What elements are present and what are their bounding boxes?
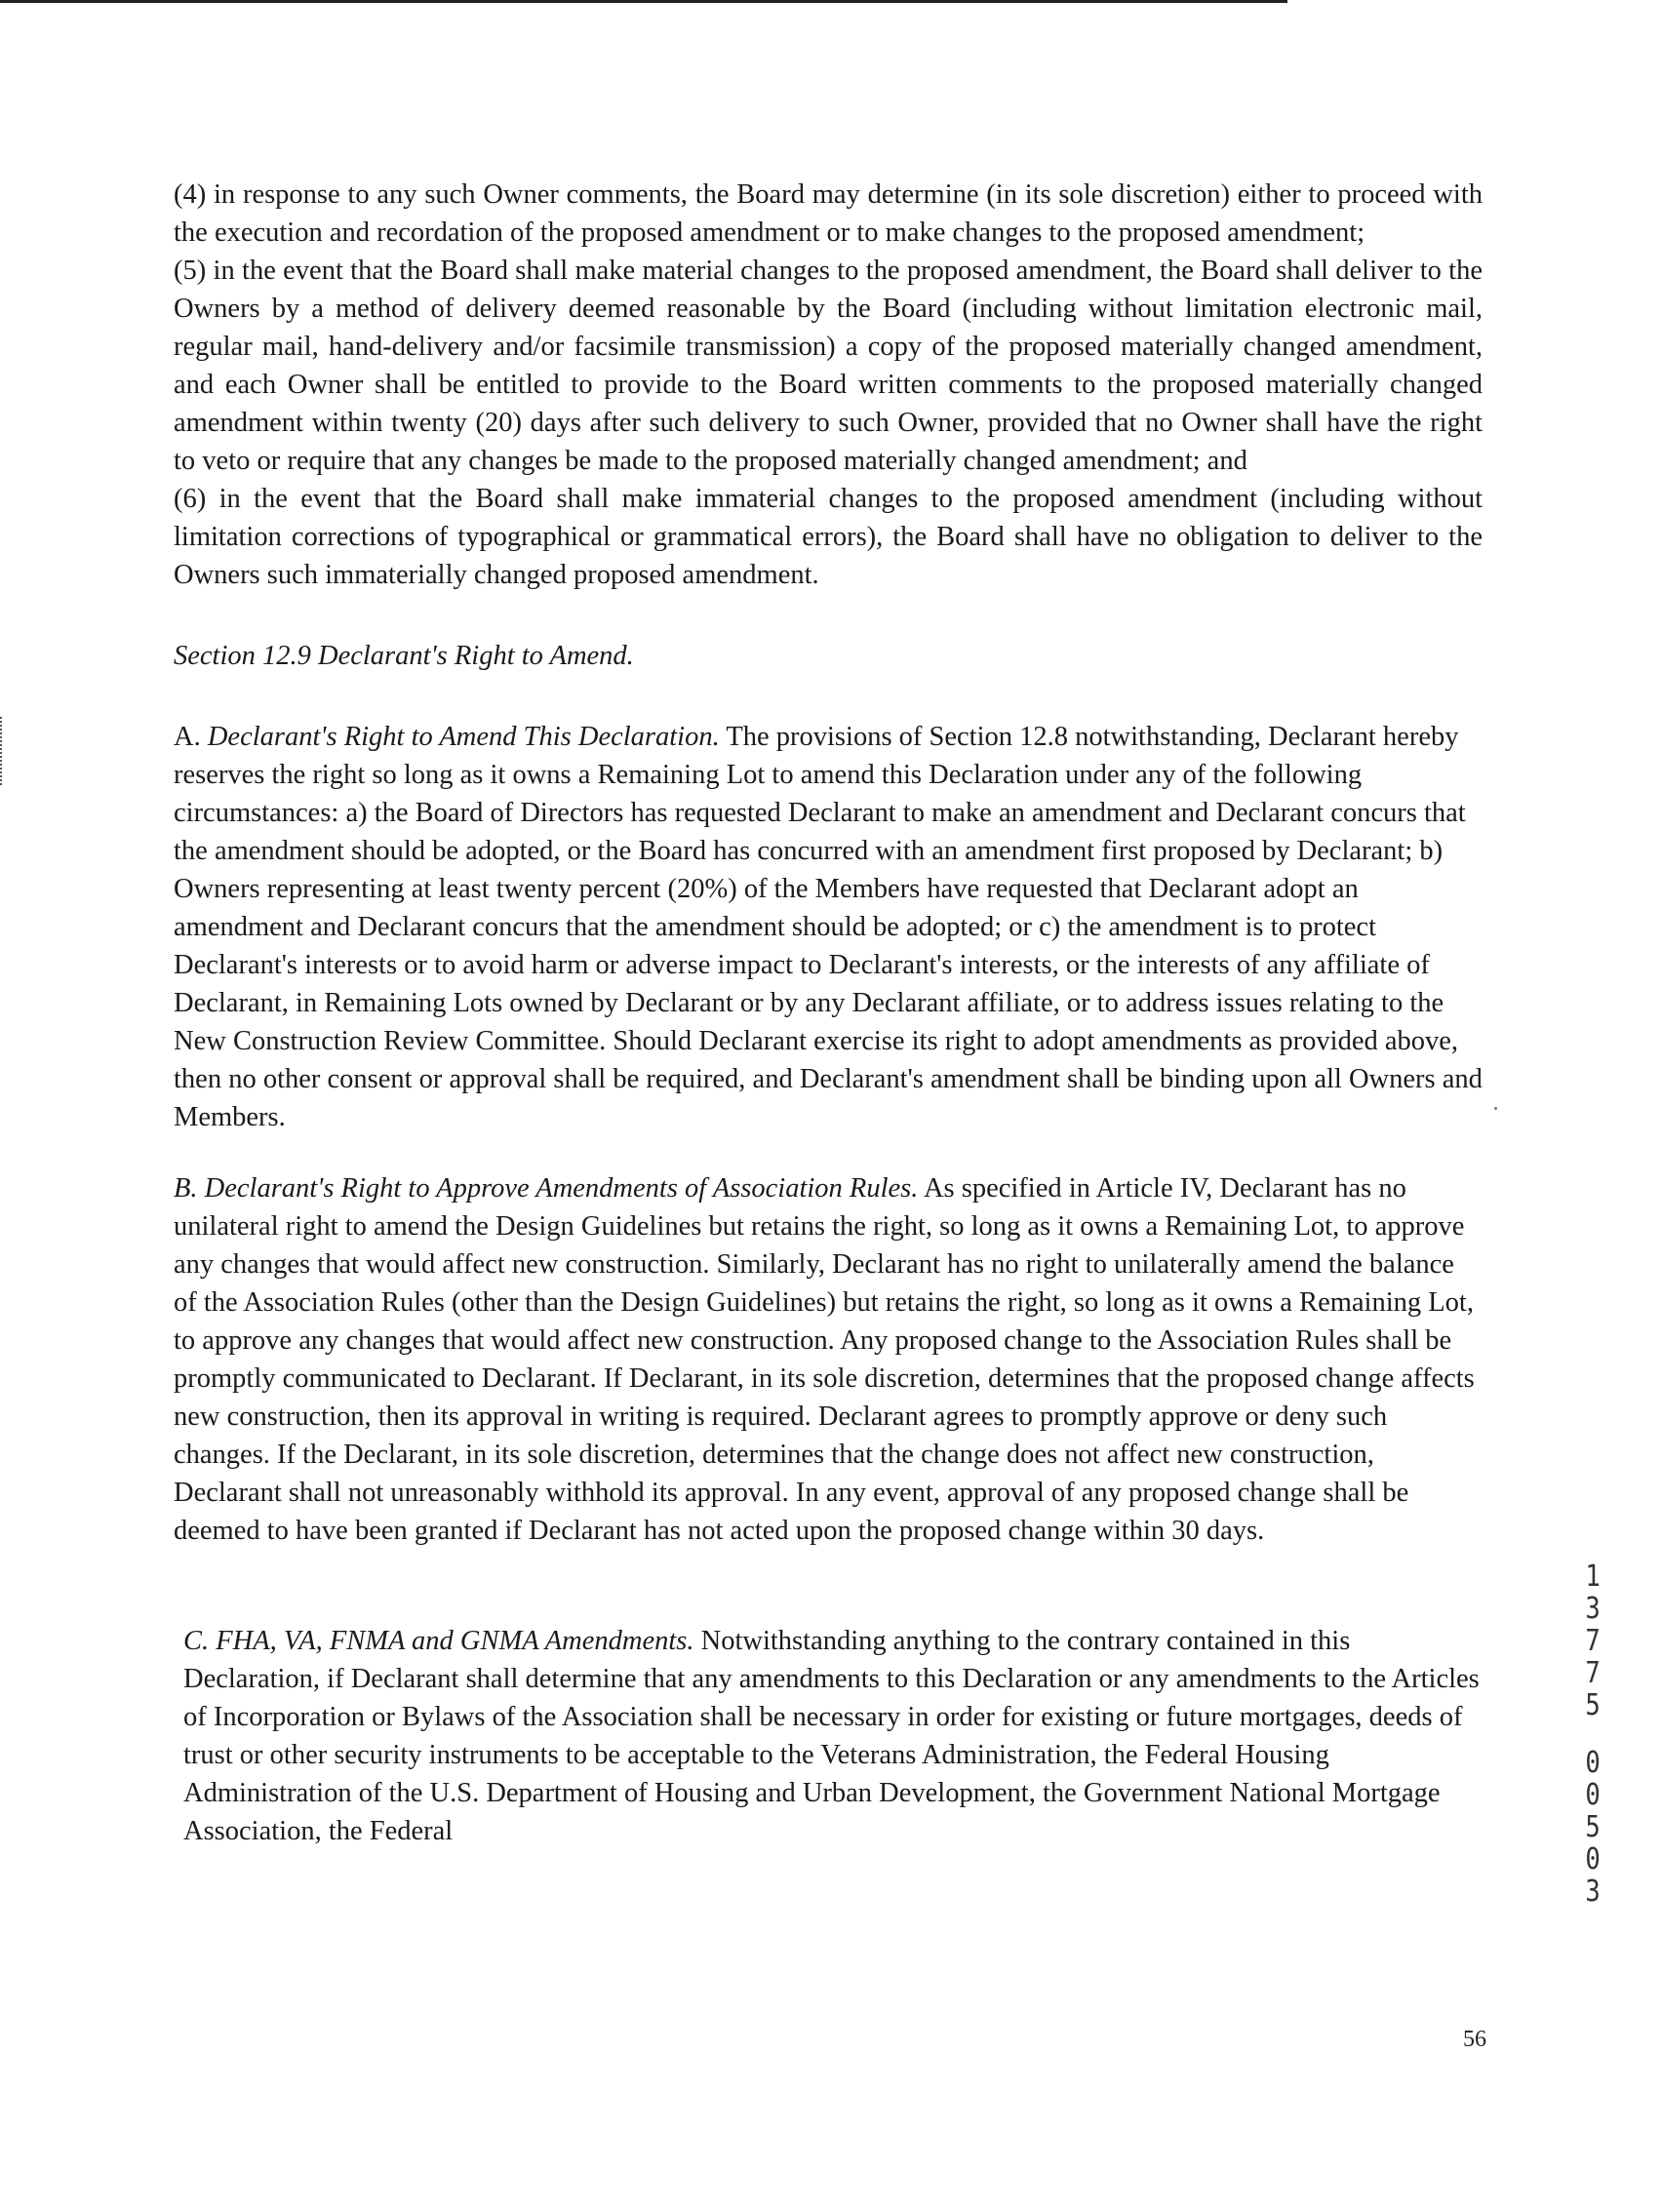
section-heading: Section 12.9 Declarant's Right to Amend. — [174, 641, 634, 671]
subsection-a — [174, 718, 1483, 1136]
stamp-digit: 5 — [1585, 1688, 1601, 1722]
stamp-digit: 7 — [1585, 1656, 1601, 1690]
stamp-digit: 5 — [1585, 1810, 1601, 1844]
paragraph-item-5: (5) in the event that the Board shall make material changes to the proposed amendment, the Board shall deliver to the Owners by a method of delivery deemed reasonable by the Board (including without limitation electronic mail, regular mail, hand-delivery and/or facsimile transmission) a copy of the proposed materially changed amendment, and each Owner shall be entitled to provide to the Board written comments to the proposed materially changed amendment within twenty (20) days after such delivery to such Owner, provided that no Owner shall have the right to veto or require that any changes be made to the proposed materially changed amendment; and — [174, 256, 1483, 476]
recording-stamp — [1580, 1560, 1605, 1908]
stamp-digit: 7 — [1585, 1624, 1601, 1658]
stamp-digit: 1 — [1585, 1560, 1601, 1594]
subsection-a-label: A. — [174, 722, 201, 752]
scan-edge-marks — [0, 717, 5, 785]
subsection-b — [174, 1169, 1483, 1550]
stamp-digit: 0 — [1585, 1746, 1601, 1780]
stamp-digit: 0 — [1585, 1842, 1601, 1876]
subsection-c-body: Notwithstanding anything to the contrary contained in this Declaration, if Declarant shall determine that any amendments to this Declaration or any amendments to the Articles of Incorporation or Bylaws of the Association shall be necessary in order for existing or future mortgages, deeds of trust or other security instruments to be acceptable to the Veterans Administration, the Federal Housing Administration of the U.S. Department of Housing and Urban Development, the Government National Mortgage Association, the Federal — [183, 1626, 1480, 1846]
page-number: 56 — [1463, 2027, 1486, 2052]
document-page — [174, 176, 1483, 1850]
subsection-c-title: C. FHA, VA, FNMA and GNMA Amendments. — [183, 1626, 694, 1656]
subsection-c — [174, 1622, 1483, 1850]
scan-top-rule — [0, 0, 1287, 3]
subsection-a-title: Declarant's Right to Amend This Declaration. — [207, 722, 720, 752]
stamp-digit: 3 — [1585, 1875, 1601, 1909]
subsection-a-body: The provisions of Section 12.8 notwithstanding, Declarant hereby reserves the right so long as it owns a Remaining Lot to amend this Declaration under any of the following circumstances: a) the Board of Directors has requested Declarant to make an amendment and Declarant concurs that the amendment should be adopted, or the Board has concurred with an amendment first proposed by Declarant; b) Owners representing at least twenty percent (20%) of the Members have requested that Declarant adopt an amendment and Declarant concurs that the amendment should be adopted; or c) the amendment is to protect Declarant's interests or to avoid harm or adverse impact to Declarant's interests, or the interests of any affiliate of Declarant, in Remaining Lots owned by Declarant or by any Declarant affiliate, or to address issues relating to the New Construction Review Committee. Should Declarant exercise its right to adopt amendments as provided above, then no other consent or approval shall be required, and Declarant's amendment shall be binding upon all Owners and Members. — [174, 722, 1483, 1132]
scan-speck — [1494, 1107, 1497, 1110]
paragraph-item-6: (6) in the event that the Board shall make immaterial changes to the proposed amendment (including without limitation corrections of typographical or grammatical errors), the Board shall have no obligation to deliver to the Owners such immaterially changed proposed amendment. — [174, 484, 1483, 590]
stamp-digit: 3 — [1585, 1592, 1601, 1626]
paragraph-item-4: (4) in response to any such Owner comments, the Board may determine (in its sole discretion) either to proceed with the execution and recordation of the proposed amendment or to make changes to the proposed amendment; — [174, 179, 1483, 248]
subsection-b-title: B. Declarant's Right to Approve Amendments of Association Rules. — [174, 1173, 919, 1204]
stamp-digit: 0 — [1585, 1778, 1601, 1812]
subsection-b-body: As specified in Article IV, Declarant has no unilateral right to amend the Design Guidelines but retains the right, so long as it owns a Remaining Lot, to approve any changes that would affect new construction. Similarly, Declarant has no right to unilaterally amend the balance of the Association Rules (other than the Design Guidelines) but retains the right, so long as it owns a Remaining Lot, to approve any changes that would affect new construction. Any proposed change to the Association Rules shall be promptly communicated to Declarant. If Declarant, in its sole discretion, determines that the proposed change affects new construction, then its approval in writing is required. Declarant agrees to promptly approve or deny such changes. If the Declarant, in its sole discretion, determines that the change does not affect new construction, Declarant shall not unreasonably withhold its approval. In any event, approval of any proposed change shall be deemed to have been granted if Declarant has not acted upon the proposed change within 30 days. — [174, 1173, 1475, 1546]
